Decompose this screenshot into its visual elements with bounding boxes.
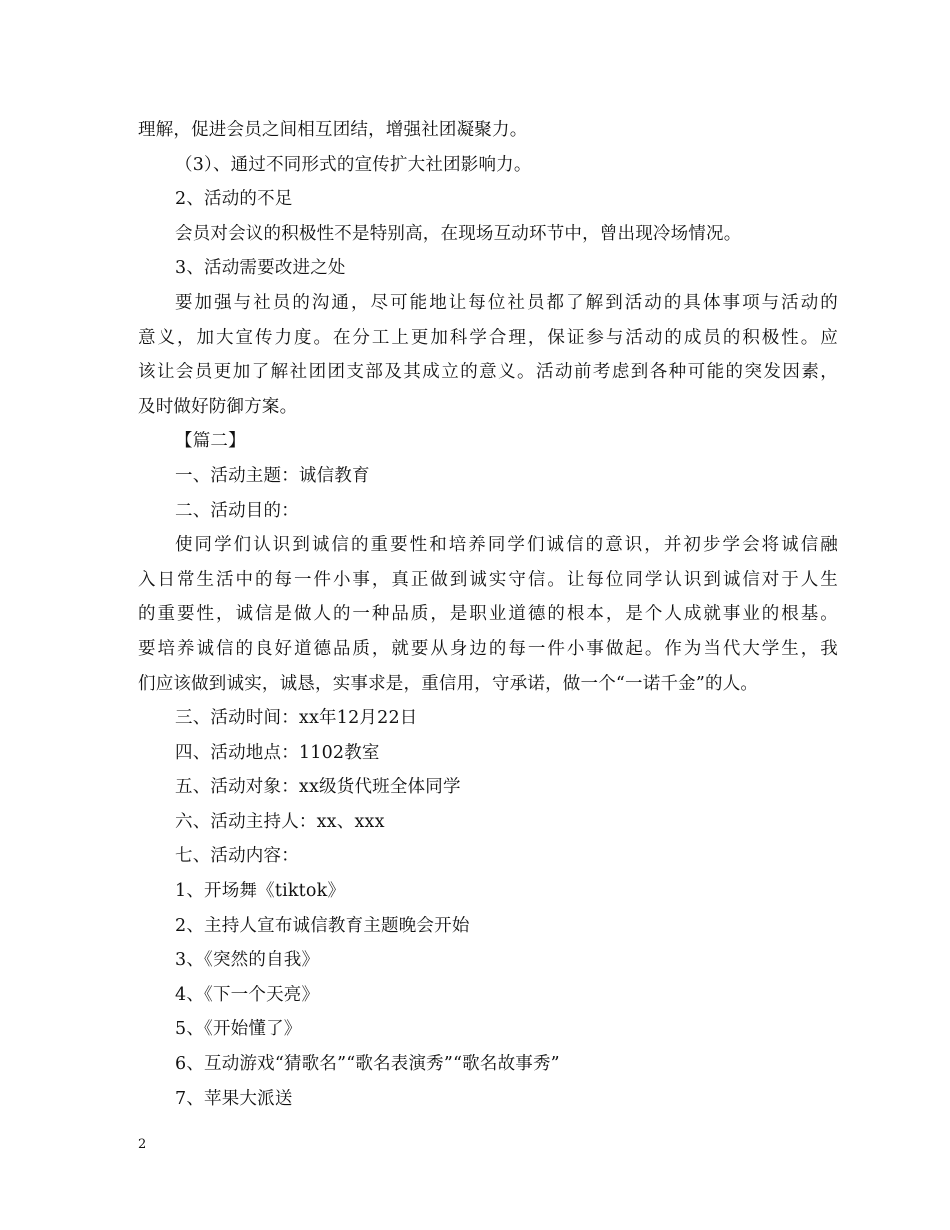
list-item: 3、《突然的自我》 (175, 950, 320, 971)
section-heading: 四、活动地点：1102教室 (175, 742, 380, 763)
section-heading: 七、活动内容： (175, 846, 299, 867)
paragraph-line: 的重要性，诚信是做人的一种品质，是职业道德的根本，是个人成就事业的根基。 (138, 604, 838, 625)
paragraph-line: 理解，促进会员之间相互团结，增强社团凝聚力。 (138, 120, 528, 140)
section-heading: 六、活动主持人：xx、xxx (175, 811, 385, 832)
paragraph-line: 该让会员更加了解社团团支部及其成立的意义。活动前考虑到各种可能的突发因素， (138, 362, 838, 383)
section-heading: 一、活动主题：诚信教育 (175, 465, 370, 486)
list-item: 7、苹果大派送 (175, 1088, 293, 1109)
list-item: 1、开场舞《tiktok》 (175, 881, 346, 902)
list-item: 5、《开始懂了》 (175, 1019, 302, 1040)
part-heading: 【篇二】 (175, 431, 246, 452)
document-body (138, 113, 838, 1116)
section-heading: 2、活动的不足 (175, 189, 293, 210)
paragraph-line: 要培养诚信的良好道德品质，就要从身边的每一件小事做起。作为当代大学生，我 (138, 638, 838, 659)
paragraph-line: 们应该做到诚实，诚恳，实事求是，重信用，守承诺，做一个“一诺千金”的人。 (138, 673, 759, 694)
paragraph-line: 意义，加大宣传力度。在分工上更加科学合理，保证参与活动的成员的积极性。应 (138, 327, 838, 348)
list-item: 2、主持人宣布诚信教育主题晚会开始 (175, 915, 470, 936)
section-heading: 三、活动时间：xx年12月22日 (175, 708, 418, 729)
paragraph-line: （3）、通过不同形式的宣传扩大社团影响力。 (175, 154, 532, 175)
section-heading: 二、活动目的： (175, 500, 299, 521)
section-heading: 五、活动对象：xx级货代班全体同学 (175, 777, 461, 798)
section-heading: 3、活动需要改进之处 (175, 258, 346, 279)
paragraph-line: 入日常生活中的每一件小事，真正做到诚实守信。让每位同学认识到诚信对于人生 (138, 569, 838, 590)
list-item: 6、互动游戏“猜歌名”“歌名表演秀”“歌名故事秀” (175, 1054, 560, 1075)
page-number: 2 (138, 1137, 147, 1152)
paragraph-line: 及时做好防御方案。 (138, 396, 298, 417)
list-item: 4、《下一个天亮》 (175, 984, 320, 1005)
paragraph-line: 要加强与社员的沟通，尽可能地让每位社员都了解到活动的具体事项与活动的 (175, 292, 838, 313)
paragraph-line: 使同学们认识到诚信的重要性和培养同学们诚信的意识，并初步学会将诚信融 (175, 535, 838, 556)
paragraph-line: 会员对会议的积极性不是特别高，在现场互动环节中，曾出现冷场情况。 (175, 223, 742, 244)
